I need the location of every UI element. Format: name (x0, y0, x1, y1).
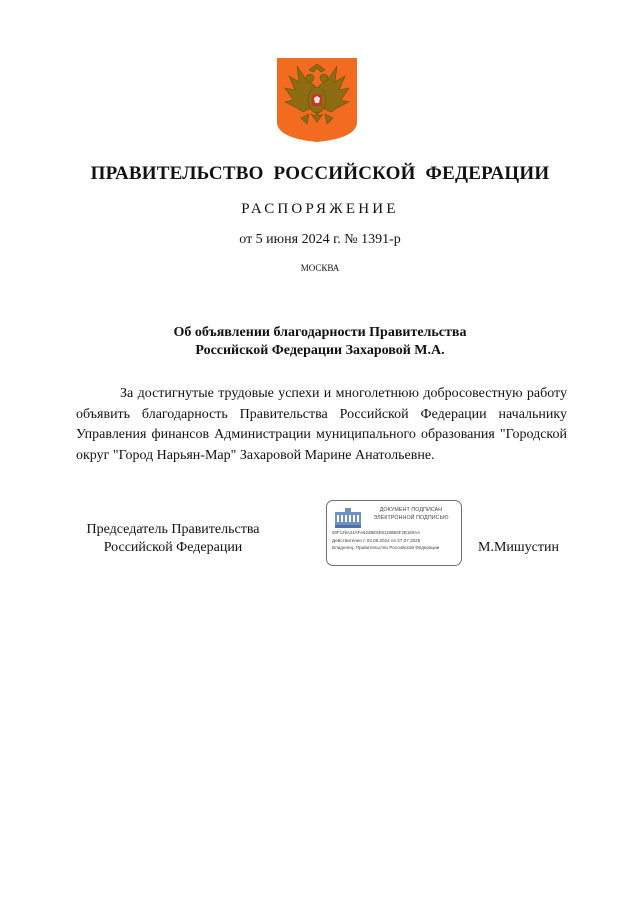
stamp-heading-line-1: ДОКУМЕНТ ПОДПИСАН (379, 507, 443, 513)
signer-position-line-2: Российской Федерации (103, 540, 243, 555)
stamp-validity: Действителен с 03.05.2024 по 27.07.2025 (332, 538, 421, 543)
signer-name: М.Мишустин (478, 540, 559, 555)
stamp-heading-line-2: ЭЛЕКТРОННОЙ ПОДПИСЬЮ (373, 514, 449, 521)
document-date-number: от 5 июня 2024 г. № 1391-р (239, 232, 401, 247)
subject-line-1: Об объявлении благодарности Правительства (173, 325, 467, 340)
document-subject (0, 324, 640, 360)
document-type: РАСПОРЯЖЕНИЕ (241, 201, 399, 217)
coat-of-arms-icon (275, 56, 359, 144)
body-paragraph: За достигнутые трудовые успехи и многолетнюю добросовестную работу объявить благодарность Правительства Российской Федерации начальнику Управления финансов Администрации муниципального образования "Городской округ "Город Нарьян-Мар" Захаровой Марине Анатольевне. (76, 386, 567, 463)
government-building-icon (335, 508, 361, 528)
subject-line-2: Российской Федерации Захаровой М.А. (195, 343, 445, 358)
government-title: ПРАВИТЕЛЬСТВО РОССИЙСКОЙ ФЕДЕРАЦИИ (90, 163, 550, 184)
stamp-heading (363, 507, 459, 522)
stamp-owner: Владелец: Правительство Российской Федерации (332, 545, 440, 550)
signer-position-line-1: Председатель Правительства (86, 522, 260, 537)
signer-position (76, 521, 270, 557)
document-place: МОСКВА (300, 263, 340, 273)
stamp-certificate-serial: 00F129A24AFA624BE5E81186B5F2B180AA (332, 530, 421, 535)
e-signature-stamp (326, 500, 462, 566)
